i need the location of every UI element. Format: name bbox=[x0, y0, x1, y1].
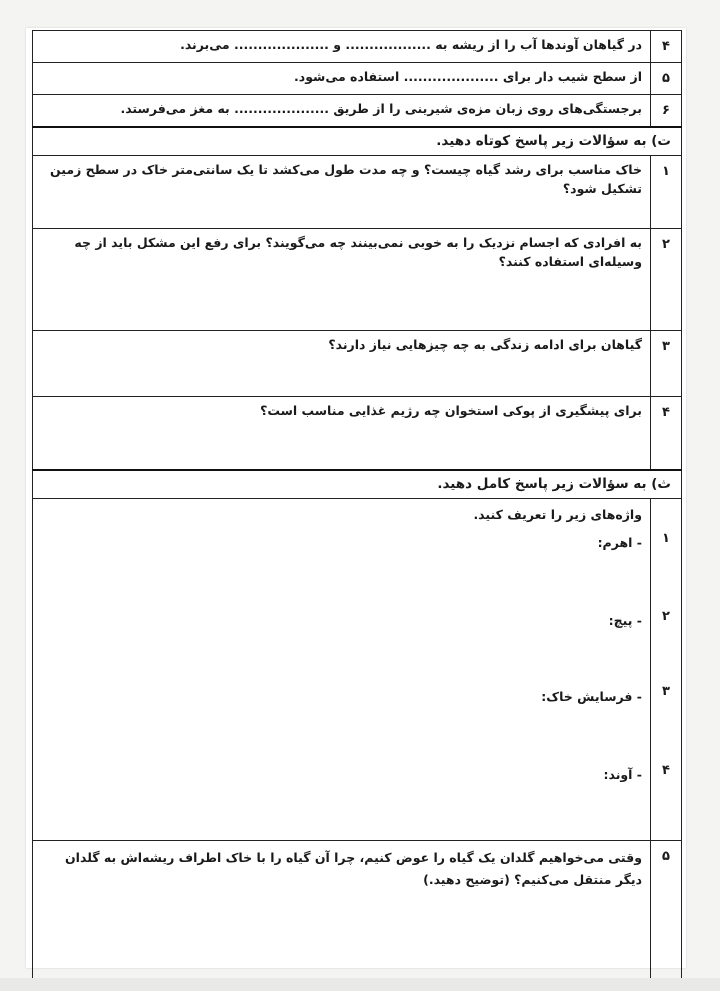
fill-in-row bbox=[33, 95, 682, 128]
question-number: ۴ bbox=[651, 397, 682, 470]
short-answer-row bbox=[33, 397, 682, 470]
question-number: ۴ bbox=[662, 762, 670, 778]
definitions-intro: واژه‌های زیر را تعریف کنید. bbox=[473, 506, 642, 522]
question-text: خاک مناسب برای رشد گیاه چیست؟ و چه مدت طول می‌کشد تا یک سانتی‌متر خاک در سطح زمین تشکیل شود؟ bbox=[33, 156, 651, 229]
section-heading-row bbox=[33, 127, 682, 156]
section-heading: ث) به سؤالات زیر پاسخ کامل دهید. bbox=[33, 470, 682, 499]
question-number: ۲ bbox=[651, 229, 682, 331]
question-number: ۵ bbox=[651, 840, 682, 980]
exam-table bbox=[32, 30, 682, 981]
question-number: ۳ bbox=[662, 683, 670, 699]
fill-in-row bbox=[33, 31, 682, 63]
definitions-row bbox=[33, 498, 682, 840]
definition-numbers bbox=[651, 498, 682, 840]
definition-term: - اهرم: bbox=[597, 534, 642, 550]
question-text: گیاهان برای ادامه زندگی به چه چیزهایی نیاز دارند؟ bbox=[33, 331, 651, 397]
question-text: وقتی می‌خواهیم گلدان یک گیاه را عوض کنیم، چرا آن گیاه را با خاک اطراف ریشه‌اش به گلدان دیگر منتقل می‌کنیم؟ (توضیح دهید.) bbox=[33, 840, 651, 980]
definition-term: - آوند: bbox=[603, 766, 642, 782]
question-number: ۳ bbox=[651, 331, 682, 397]
question-number: ۵ bbox=[651, 63, 682, 95]
question-text: به افرادی که اجسام نزدیک را به خوبی نمی‌بینند چه می‌گویند؟ برای رفع این مشکل باید از چه وسیله‌ای استفاده کنند؟ bbox=[33, 229, 651, 331]
fill-in-row bbox=[33, 63, 682, 95]
section-heading-row bbox=[33, 470, 682, 499]
question-number: ۱ bbox=[651, 156, 682, 229]
question-text: از سطح شیب دار برای .................... استفاده می‌شود. bbox=[33, 63, 651, 95]
question-number: ۲ bbox=[662, 608, 670, 624]
question-text: برجستگی‌های روی زبان مزه‌ی شیرینی را از طریق .................... به مغز می‌فرستد. bbox=[33, 95, 651, 128]
question-number: ۴ bbox=[651, 31, 682, 63]
question-number: ۱ bbox=[662, 530, 670, 546]
definitions-cell bbox=[33, 498, 651, 840]
short-answer-row bbox=[33, 331, 682, 397]
question-number: ۶ bbox=[651, 95, 682, 128]
long-answer-row bbox=[33, 840, 682, 980]
short-answer-row bbox=[33, 229, 682, 331]
definition-term: - پیچ: bbox=[608, 612, 642, 628]
section-heading: ت) به سؤالات زیر پاسخ کوتاه دهید. bbox=[33, 127, 682, 156]
question-text: در گیاهان آوندها آب را از ریشه به .................. و .................... می‌برند. bbox=[33, 31, 651, 63]
definition-term: - فرسایش خاک: bbox=[541, 688, 642, 704]
page-bottom-edge bbox=[0, 978, 720, 991]
short-answer-row bbox=[33, 156, 682, 229]
question-text: برای پیشگیری از پوکی استخوان چه رژیم غذایی مناسب است؟ bbox=[33, 397, 651, 470]
